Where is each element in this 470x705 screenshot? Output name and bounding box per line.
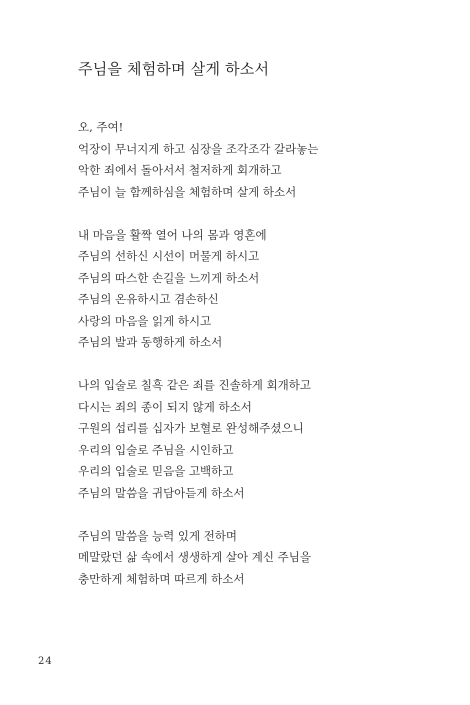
poem-line: 내 마음을 활짝 열어 나의 몸과 영혼에 xyxy=(78,227,267,242)
stanza-4 xyxy=(78,526,438,591)
poem-line: 메말랐던 삶 속에서 생생하게 살아 계신 주님을 xyxy=(78,550,312,564)
stanza-2 xyxy=(78,225,438,354)
poem-line: 주님의 말씀을 귀담아듣게 하소서 xyxy=(78,485,245,500)
stanza-1 xyxy=(78,117,438,203)
stanza-gap xyxy=(78,354,438,376)
poem-body xyxy=(78,117,438,590)
poem-line: 사랑의 마음을 읽게 하시고 xyxy=(78,313,212,328)
poem-title: 주님을 체험하며 살게 하소서 xyxy=(78,60,270,78)
poem-line: 구원의 섭리를 십자가 보혈로 완성해주셨으니 xyxy=(78,421,304,435)
poem-line: 주님의 따스한 손길을 느끼게 하소서 xyxy=(78,270,260,285)
poem-line: 오, 주여! xyxy=(78,120,124,134)
poem-line: 주님의 발과 동행하게 하소서 xyxy=(78,335,223,349)
poem-line: 주님이 늘 함께하심을 체험하며 살게 하소서 xyxy=(78,184,297,199)
poem-line: 억장이 무너지게 하고 심장을 조각조각 갈라놓는 xyxy=(78,141,319,156)
poem-line: 우리의 입술로 믿음을 고백하고 xyxy=(78,464,234,478)
stanza-3 xyxy=(78,375,438,504)
stanza-gap xyxy=(78,203,438,225)
poem-line: 충만하게 체험하며 따르게 하소서 xyxy=(78,571,245,586)
poem-line: 다시는 죄의 종이 되지 않게 하소서 xyxy=(78,399,252,414)
poem-line: 주님의 선하신 시선이 머물게 하시고 xyxy=(78,249,260,263)
poem-line: 주님의 말씀을 능력 있게 전하며 xyxy=(78,528,238,543)
poem-line: 우리의 입술로 주님을 시인하고 xyxy=(78,442,234,457)
page-number: 24 xyxy=(38,656,53,667)
poem-line: 주님의 온유하시고 겸손하신 xyxy=(78,292,219,306)
poem-line: 악한 죄에서 돌아서서 철저하게 회개하고 xyxy=(78,163,282,177)
stanza-gap xyxy=(78,504,438,526)
poem-line: 나의 입술로 칠흑 같은 죄를 진솔하게 회개하고 xyxy=(78,378,312,392)
